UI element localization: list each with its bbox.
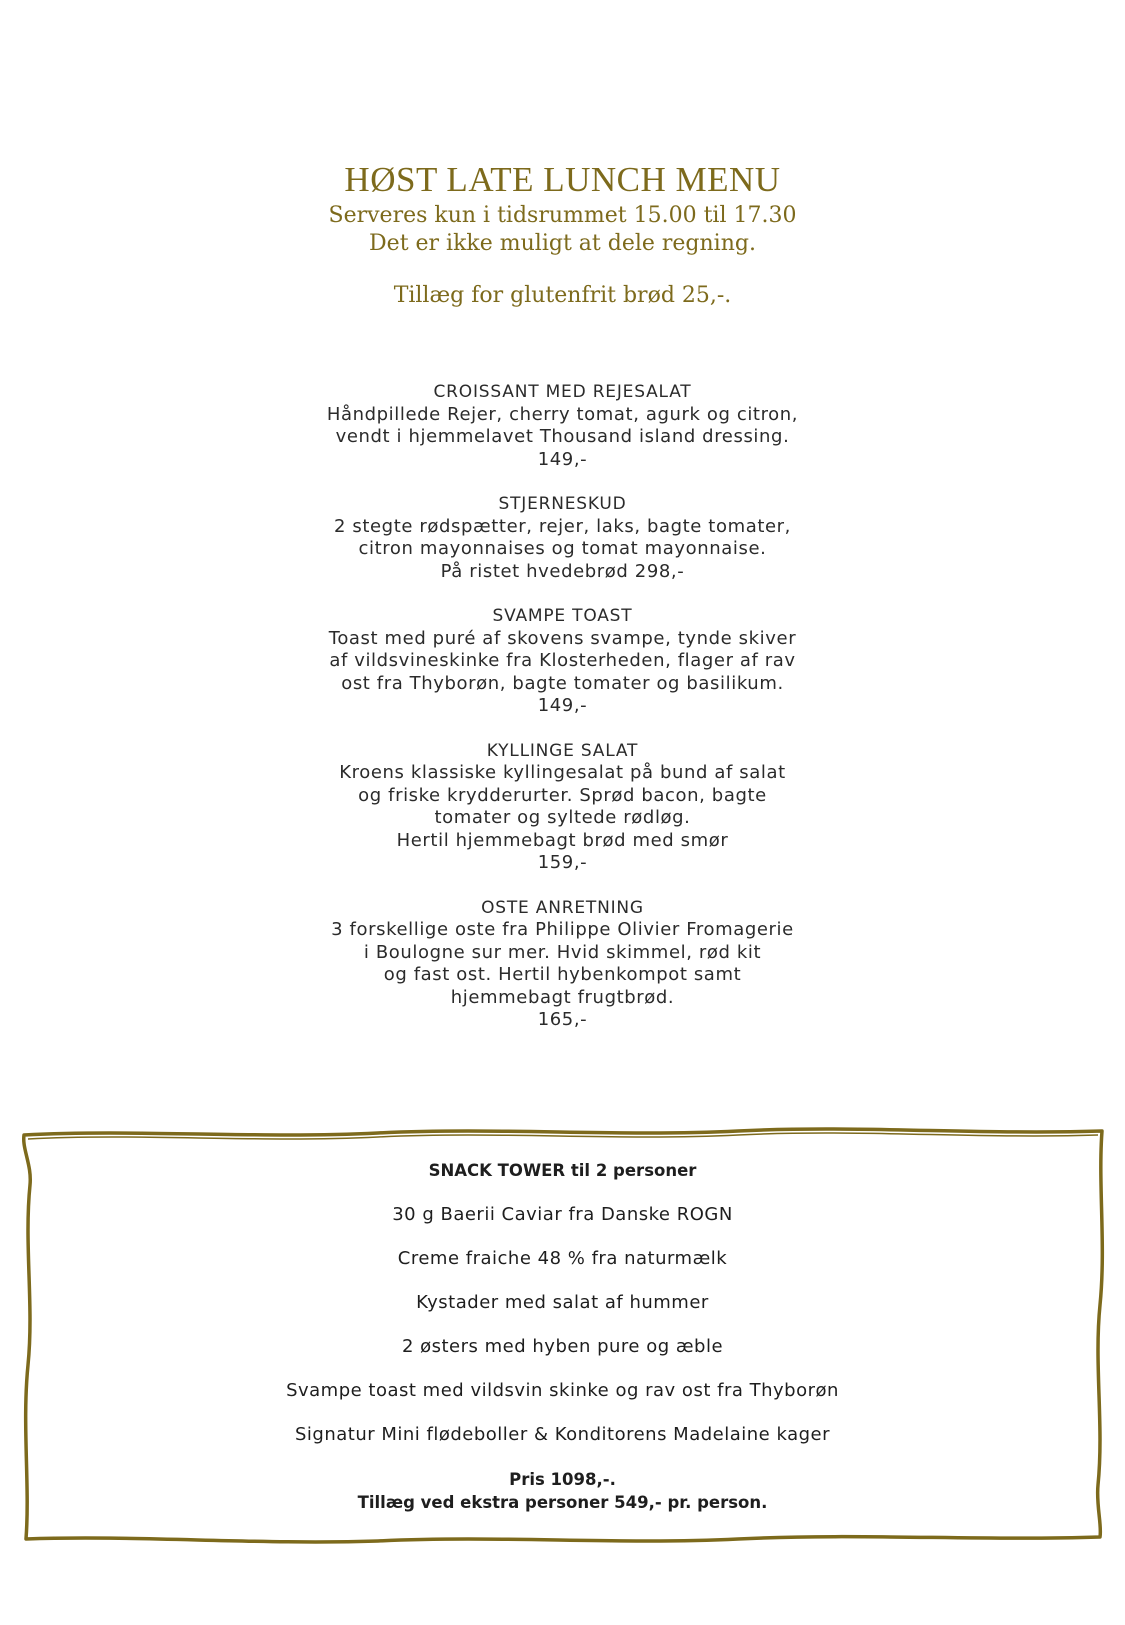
menu-item-price: 149,-: [537, 695, 588, 716]
menu-header: [0, 158, 1125, 310]
menu-item-kyllinge-salat: [0, 740, 1125, 875]
snack-tower-item: Signatur Mini flødeboller & Konditorens Madelaine kager: [294, 1424, 831, 1445]
menu-item-price: 149,-: [537, 448, 588, 470]
menu-item-description: i Boulogne sur mer. Hvid skimmel, rød kit: [363, 941, 762, 963]
menu-item-price: 165,-: [537, 1009, 588, 1030]
menu-item-name: STJERNESKUD: [498, 494, 627, 514]
menu-item-description: hjemmebagt frugtbrød.: [450, 986, 675, 1008]
menu-item-description: 3 forskellige oste fra Philippe Olivier Fromagerie: [331, 919, 794, 940]
page-title: HØST LATE LUNCH MENU: [344, 160, 781, 199]
menu-item-description: og friske krydderurter. Sprød bacon, bagte: [358, 784, 767, 806]
menu-item-description: Kroens klassiske kyllingesalat på bund af salat: [339, 762, 786, 783]
snack-tower-extra-price: Tillæg ved ekstra personer 549,- pr. person.: [357, 1493, 768, 1512]
snack-tower-title: SNACK TOWER til 2 personer: [428, 1161, 697, 1180]
menu-item-stjerneskud: [0, 493, 1125, 583]
menu-item-description: og fast ost. Hertil hybenkompot samt: [383, 964, 742, 985]
menu-item-name: OSTE ANRETNING: [481, 897, 644, 918]
serving-time-note: Serveres kun i tidsrummet 15.00 til 17.30: [328, 203, 797, 228]
gluten-free-note: Tillæg for glutenfrit brød 25,-.: [393, 283, 732, 308]
menu-item-price: 159,-: [537, 852, 588, 873]
menu-item-description: Hertil hjemmebagt brød med smør: [396, 829, 729, 851]
menu-item-description: tomater og syltede rødløg.: [434, 807, 691, 828]
snack-tower-price: Pris 1098,-.: [509, 1470, 616, 1489]
menu-item-description: af vildsvineskinke fra Klosterheden, flager af rav: [329, 650, 796, 671]
snack-tower-item: 30 g Baerii Caviar fra Danske ROGN: [392, 1204, 733, 1225]
menu-item-description: 2 stegte rødspætter, rejer, laks, bagte tomater,: [333, 515, 791, 537]
menu-item-croissant: [0, 381, 1125, 471]
menu-item-description: vendt i hjemmelavet Thousand island dressing.: [335, 426, 790, 447]
menu-item-name: SVAMPE TOAST: [492, 606, 633, 626]
snack-tower-item: Svampe toast med vildsvin skinke og rav ost fra Thyborøn: [286, 1380, 839, 1401]
menu-item-name: KYLLINGE SALAT: [486, 740, 639, 761]
menu-item-description: citron mayonnaises og tomat mayonnaise.: [358, 538, 767, 559]
split-bill-note: Det er ikke muligt at dele regning.: [369, 231, 756, 256]
menu-item-oste-anretning: [0, 897, 1125, 1032]
menu-item-description: Toast med puré af skovens svampe, tynde skiver: [328, 627, 797, 649]
snack-tower-item: Kystader med salat af hummer: [416, 1292, 709, 1313]
menu-item-description: Håndpillede Rejer, cherry tomat, agurk og citron,: [326, 403, 799, 425]
menu-item-name: CROISSANT MED REJESALAT: [433, 382, 692, 402]
menu-item-svampe-toast: [0, 605, 1125, 718]
menu-item-description: ost fra Thyborøn, bagte tomater og basilikum.: [341, 672, 784, 694]
menu-item-price: På ristet hvedebrød 298,-: [440, 560, 685, 582]
snack-tower-item: 2 østers med hyben pure og æble: [401, 1336, 724, 1357]
menu-list: [0, 381, 1125, 1054]
snack-tower-section: [40, 1160, 1085, 1514]
snack-tower-item: Creme fraiche 48 % fra naturmælk: [397, 1248, 728, 1269]
